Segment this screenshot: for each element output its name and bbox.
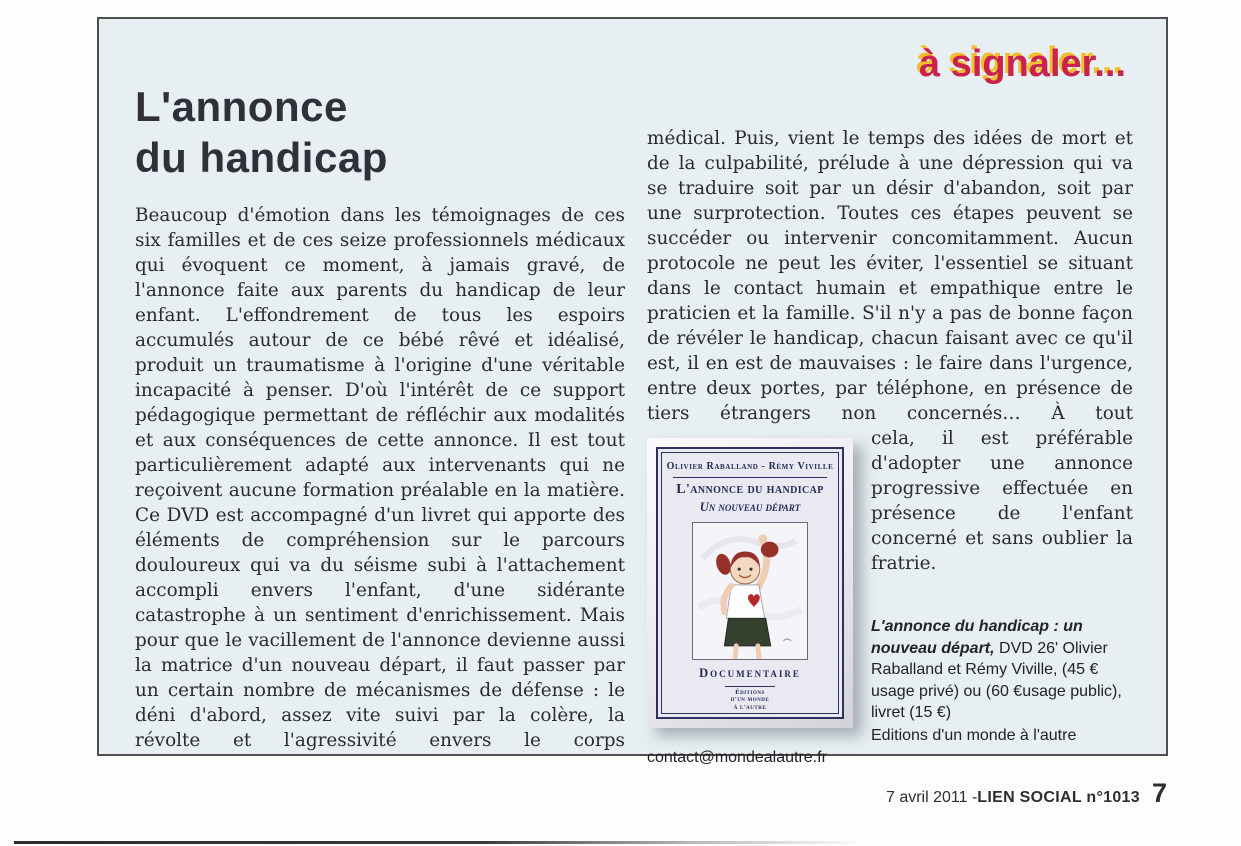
caption-title: L'annonce du handicap : un nouveau départ,: [871, 618, 1083, 657]
article-text-right-wrap: cela, il est préférable d'adopter une annonce progressive effectuée en présence de l'enfant concerné et sans oublier la fratrie.: [871, 428, 1133, 574]
dvd-cover-title: L'annonce du handicap: [676, 482, 824, 497]
dvd-cover-frame: [661, 452, 839, 714]
section-flag: à signaler...: [919, 43, 1126, 85]
footer-page-number: 7: [1151, 778, 1167, 808]
dvd-cover-genre: Documentaire: [699, 665, 801, 680]
girl-drawing-icon: [693, 523, 807, 659]
article-panel: [97, 17, 1168, 766]
article-title: [135, 81, 388, 183]
dvd-cover-publisher-logo: [725, 686, 775, 714]
publisher-line2: d'un monde: [730, 696, 770, 704]
article-text-right-top: médical. Puis, vient le temps des idées de mort et de la culpabilité, prélude à une dépression qui va se traduire soit par un désir d'abandon, soit par une surprotection. Toutes ces étapes peuvent se succéder ou intervenir concomitamment. Aucun protocole ne peut les éviter, l'essentiel se situant dans le contact humain et empathique entre le praticien et la famille. S'il n'y a pas de bonne façon de révéler le handicap, chacun faisant avec ce qu'il est, il en est de mauvaises : le faire dans l'urgence, entre deux portes, par téléphone, en présence de tiers étrangers non concernés… À tout: [647, 128, 1133, 424]
right-column: [647, 126, 1133, 769]
dvd-cover-photo: [647, 438, 853, 728]
footer-date: 7 avril 2011 -: [885, 789, 978, 806]
dvd-cover-subtitle: Un nouveau départ: [699, 500, 801, 514]
footer-journal-name: LIEN SOCIAL n°1013: [977, 789, 1140, 806]
article-title-line1: L'annonce: [135, 83, 348, 130]
page-footer: [886, 778, 1167, 809]
publisher-line3: à l'autre: [733, 703, 767, 711]
publisher-line1: Éditions: [735, 688, 765, 696]
article-text-left: Beaucoup d'émotion dans les témoignages de ces six familles et de ces seize professionnels médicaux qui évoquent ce moment, à jamais gravé, de l'annonce faite aux parents du handicap de leur enfant. L'effondrement de tous les espoirs accumulés autour de ce bébé rêvé et idéalisé, produit un traumatisme à l'origine d'une véritable incapacité à penser. D'où l'intérêt de ce support pédagogique permettant de réfléchir aux modalités et aux conséquences de cette annonce. Il est tout particulièrement adapté aux intervenants qui ne reçoivent aucune formation préalable en la matière. Ce DVD est accompagné d'un livret qui apporte des éléments de compréhension sur le parcours douloureux qui va du séisme subi à l'attachement accompli envers l'enfant, d'une sidérante catastrophe à un sentiment d'enrichissement. Mais pour que le vacillement de l'annonce devienne aussi la matrice d'un nouveau départ, il faut passer par un certain nombre de mécanismes de défense : le déni d'abord, assez vite suivi par la colère, la révolte et l'agressivité envers le corps: [135, 205, 625, 751]
caption-email: contact@mondealautre.fr: [647, 749, 827, 766]
dvd-cover-illustration: [692, 522, 808, 660]
dvd-cover: [656, 447, 844, 719]
left-column: [135, 203, 625, 753]
dvd-cover-rule: [673, 477, 828, 478]
caption-details: DVD 26' Olivier Raballand et Rémy Viville, (45 € usage privé) ou (60 €usage public), livret (15 €): [871, 639, 1122, 721]
article-title-line2: du handicap: [135, 134, 388, 181]
dvd-cover-authors: Olivier Raballand - Rémy Viville: [666, 461, 834, 472]
scan-artifact-line: [14, 841, 866, 844]
caption-publisher: Editions d'un monde à l'autre: [871, 726, 1077, 744]
